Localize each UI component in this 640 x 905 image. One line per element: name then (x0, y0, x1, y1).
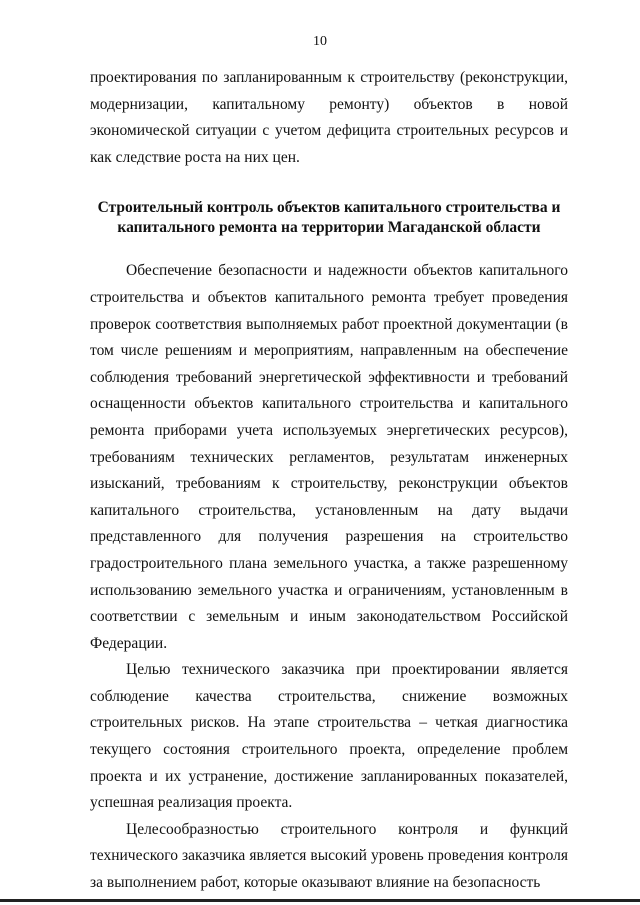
paragraph-customer-goal: Целью технического заказчика при проектировании является соблюдение качества строительства, снижение возможных строительных рисков. На этапе строительства – четкая диагностика текущего состояния строительного проекта, определение проблем проекта и их устранение, достижение запланированных показателей, успешная реализация проекта. (90, 661, 568, 812)
document-body (90, 65, 568, 897)
page-bottom-border (0, 899, 640, 902)
paragraph-expediency: Целесообразностью строительного контроля и функций технического заказчика является высокий уровень проведения контроля за выполнением работ, которые оказывают влияние на безопасность (90, 820, 568, 892)
section-heading: Строительный контроль объектов капитального строительства и капитального ремонта на территории Магаданской области (97, 199, 561, 237)
page-number: 10 (313, 34, 327, 49)
paragraph-safety-requirements: Обеспечение безопасности и надежности объектов капитального строительства и объектов капитального ремонта требует проведения проверок соответствия выполняемых работ проектной документации (в том числе решениям и мероприятиям, направленным на обеспечение соблюдения требований энергетической эффективности и требований оснащенности объектов капитального строительства и капитального ремонта приборами учета используемых энергетических ресурсов), требованиям технических регламентов, результатам инженерных изысканий, требованиям к строительству, реконструкции объектов капитального строительства, установленным на дату выдачи представленного для получения разрешения на строительство градостроительного плана земельного участка, а также разрешенному использованию земельного участка и ограничениям, установленным в соответствии с земельным и иным законодательством Российской Федерации. (90, 262, 568, 652)
paragraph-continuation: проектирования по запланированным к строительству (реконструкции, модернизации, капитальному ремонту) объектов в новой экономической ситуации с учетом дефицита строительных ресурсов и как следствие роста на них цен. (90, 69, 568, 166)
